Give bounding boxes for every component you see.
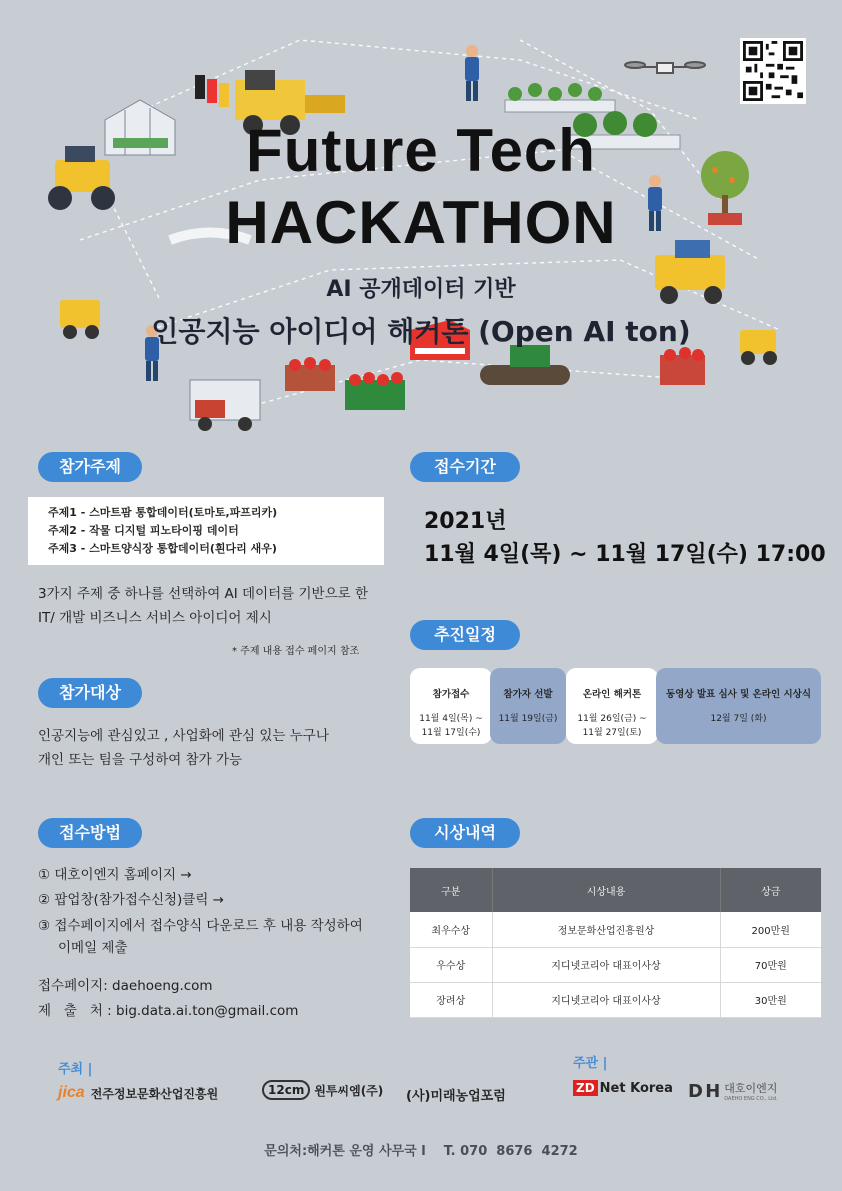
topic-description-line1: 3가지 주제 중 하나를 선택하여 AI 데이터를 기반으로 한 [38, 586, 368, 602]
topic-description-line2: IT/ 개발 비즈니스 서비스 아이디어 제시 [38, 610, 272, 626]
zdnet-logo-icon: ZD [573, 1080, 598, 1096]
schedule-step [566, 668, 658, 744]
table-header-row [410, 868, 821, 912]
schedule-step [410, 668, 492, 744]
schedule-section-label: 추진일정 [410, 620, 520, 650]
award-name: 최우수상 [410, 912, 492, 947]
table-row [410, 982, 821, 1017]
schedule-step-title: 참가접수 [432, 689, 470, 700]
organizer-label: 주관 | [573, 1056, 608, 1071]
host-name: 원투씨엠(주) [314, 1083, 384, 1098]
how-step3: ③ 접수페이지에서 접수양식 다운로드 후 내용 작성하여 [38, 918, 363, 934]
organizer-name: Net Korea [599, 1080, 673, 1096]
award-prize: 70만원 [720, 947, 821, 982]
how-section-label: 접수방법 [38, 818, 142, 848]
event-headline: 인공지능 아이디어 해커톤 (Open AI ton) [151, 315, 691, 348]
award-prize: 30만원 [720, 982, 821, 1017]
host-name-forum: (사)미래농업포럼 [406, 1089, 506, 1104]
topic-list [28, 497, 384, 565]
how-step2: ② 팝업창(참가접수신청)클릭 → [38, 892, 224, 908]
organizer-logo-daeho [688, 1080, 778, 1102]
awards-section-label: 시상내역 [410, 818, 520, 848]
topic-item: 주제1 - 스마트팜 통합데이터(토마토,파프리카) [48, 506, 278, 519]
table-header: 구분 [410, 868, 492, 912]
daeho-logo-icon: D H [688, 1080, 719, 1102]
host-logo-jica [58, 1084, 218, 1102]
target-line1: 인공지능에 관심있고 , 사업화에 관심 있는 누구나 [38, 728, 329, 744]
schedule-step-title: 온라인 해커톤 [582, 689, 642, 700]
schedule-step [656, 668, 821, 744]
award-title: 지디넷코리아 대표이사상 [492, 982, 720, 1017]
schedule-step-title: 동영상 발표 심사 및 온라인 시상식 [665, 689, 811, 700]
organizer-name-en: DAEHO ENG CO., Ltd. [724, 1096, 778, 1102]
12cm-logo-icon: 12cm [262, 1080, 310, 1100]
how-step1: ① 대호이엔지 홈페이지 → [38, 867, 192, 883]
table-header: 시상내용 [492, 868, 720, 912]
award-name: 우수상 [410, 947, 492, 982]
schedule-step-date: 12월 7일 (화) [710, 714, 767, 724]
jica-logo-icon: jica [58, 1084, 85, 1101]
schedule-step-date: 11월 4일(목) ~ 11월 17일(수) [419, 714, 483, 738]
event-title-line1: Future Tech [246, 117, 596, 184]
schedule-step [490, 668, 566, 744]
schedule-step-title: 참가자 선발 [503, 689, 553, 700]
qr-code[interactable] [740, 38, 806, 104]
submission-page[interactable]: 접수페이지: daehoeng.com [38, 978, 213, 994]
award-prize: 200만원 [720, 912, 821, 947]
award-title: 정보문화산업진흥원상 [492, 912, 720, 947]
award-title: 지디넷코리아 대표이사상 [492, 947, 720, 982]
period-year: 2021년 [424, 509, 507, 534]
host-name: 전주정보문화산업진흥원 [90, 1086, 219, 1101]
target-section-label: 참가대상 [38, 678, 142, 708]
period-section-label: 접수기간 [410, 452, 520, 482]
topic-item: 주제2 - 작물 디지털 피노타이핑 데이터 [48, 524, 239, 537]
event-subtitle: AI 공개데이터 기반 [326, 277, 516, 302]
schedule-step-date: 11월 26일(금) ~ 11월 27일(토) [577, 714, 647, 738]
topic-item: 주제3 - 스마트양식장 통합데이터(흰다리 새우) [48, 542, 277, 555]
organizer-name-block [724, 1080, 778, 1102]
awards-table [410, 868, 821, 1018]
table-row [410, 912, 821, 947]
target-line2: 개인 또는 팀을 구성하여 참가 가능 [38, 752, 243, 768]
how-step3-cont: 이메일 제출 [58, 940, 128, 956]
table-row [410, 947, 821, 982]
period-range: 11월 4일(목) ~ 11월 17일(수) 17:00 [424, 542, 826, 567]
qr-code-icon [743, 41, 803, 101]
host-label: 주최 | [58, 1062, 93, 1077]
award-name: 장려상 [410, 982, 492, 1017]
table-header: 상금 [720, 868, 821, 912]
organizer-logo-zdnet [573, 1080, 673, 1096]
host-logo-12cm [262, 1080, 383, 1100]
submission-email[interactable]: 제 출 처 : big.data.ai.ton@gmail.com [38, 1003, 299, 1019]
organizer-name: 대호이엔지 [724, 1082, 778, 1095]
topic-note: * 주제 내용 접수 페이지 참조 [232, 646, 360, 657]
event-title-line2: HACKATHON [225, 189, 617, 256]
contact-info: 문의처:해커톤 운영 사무국 l T. 070 8676 4272 [264, 1144, 578, 1159]
schedule-step-date: 11월 19일(금) [498, 714, 558, 724]
topic-section-label: 참가주제 [38, 452, 142, 482]
